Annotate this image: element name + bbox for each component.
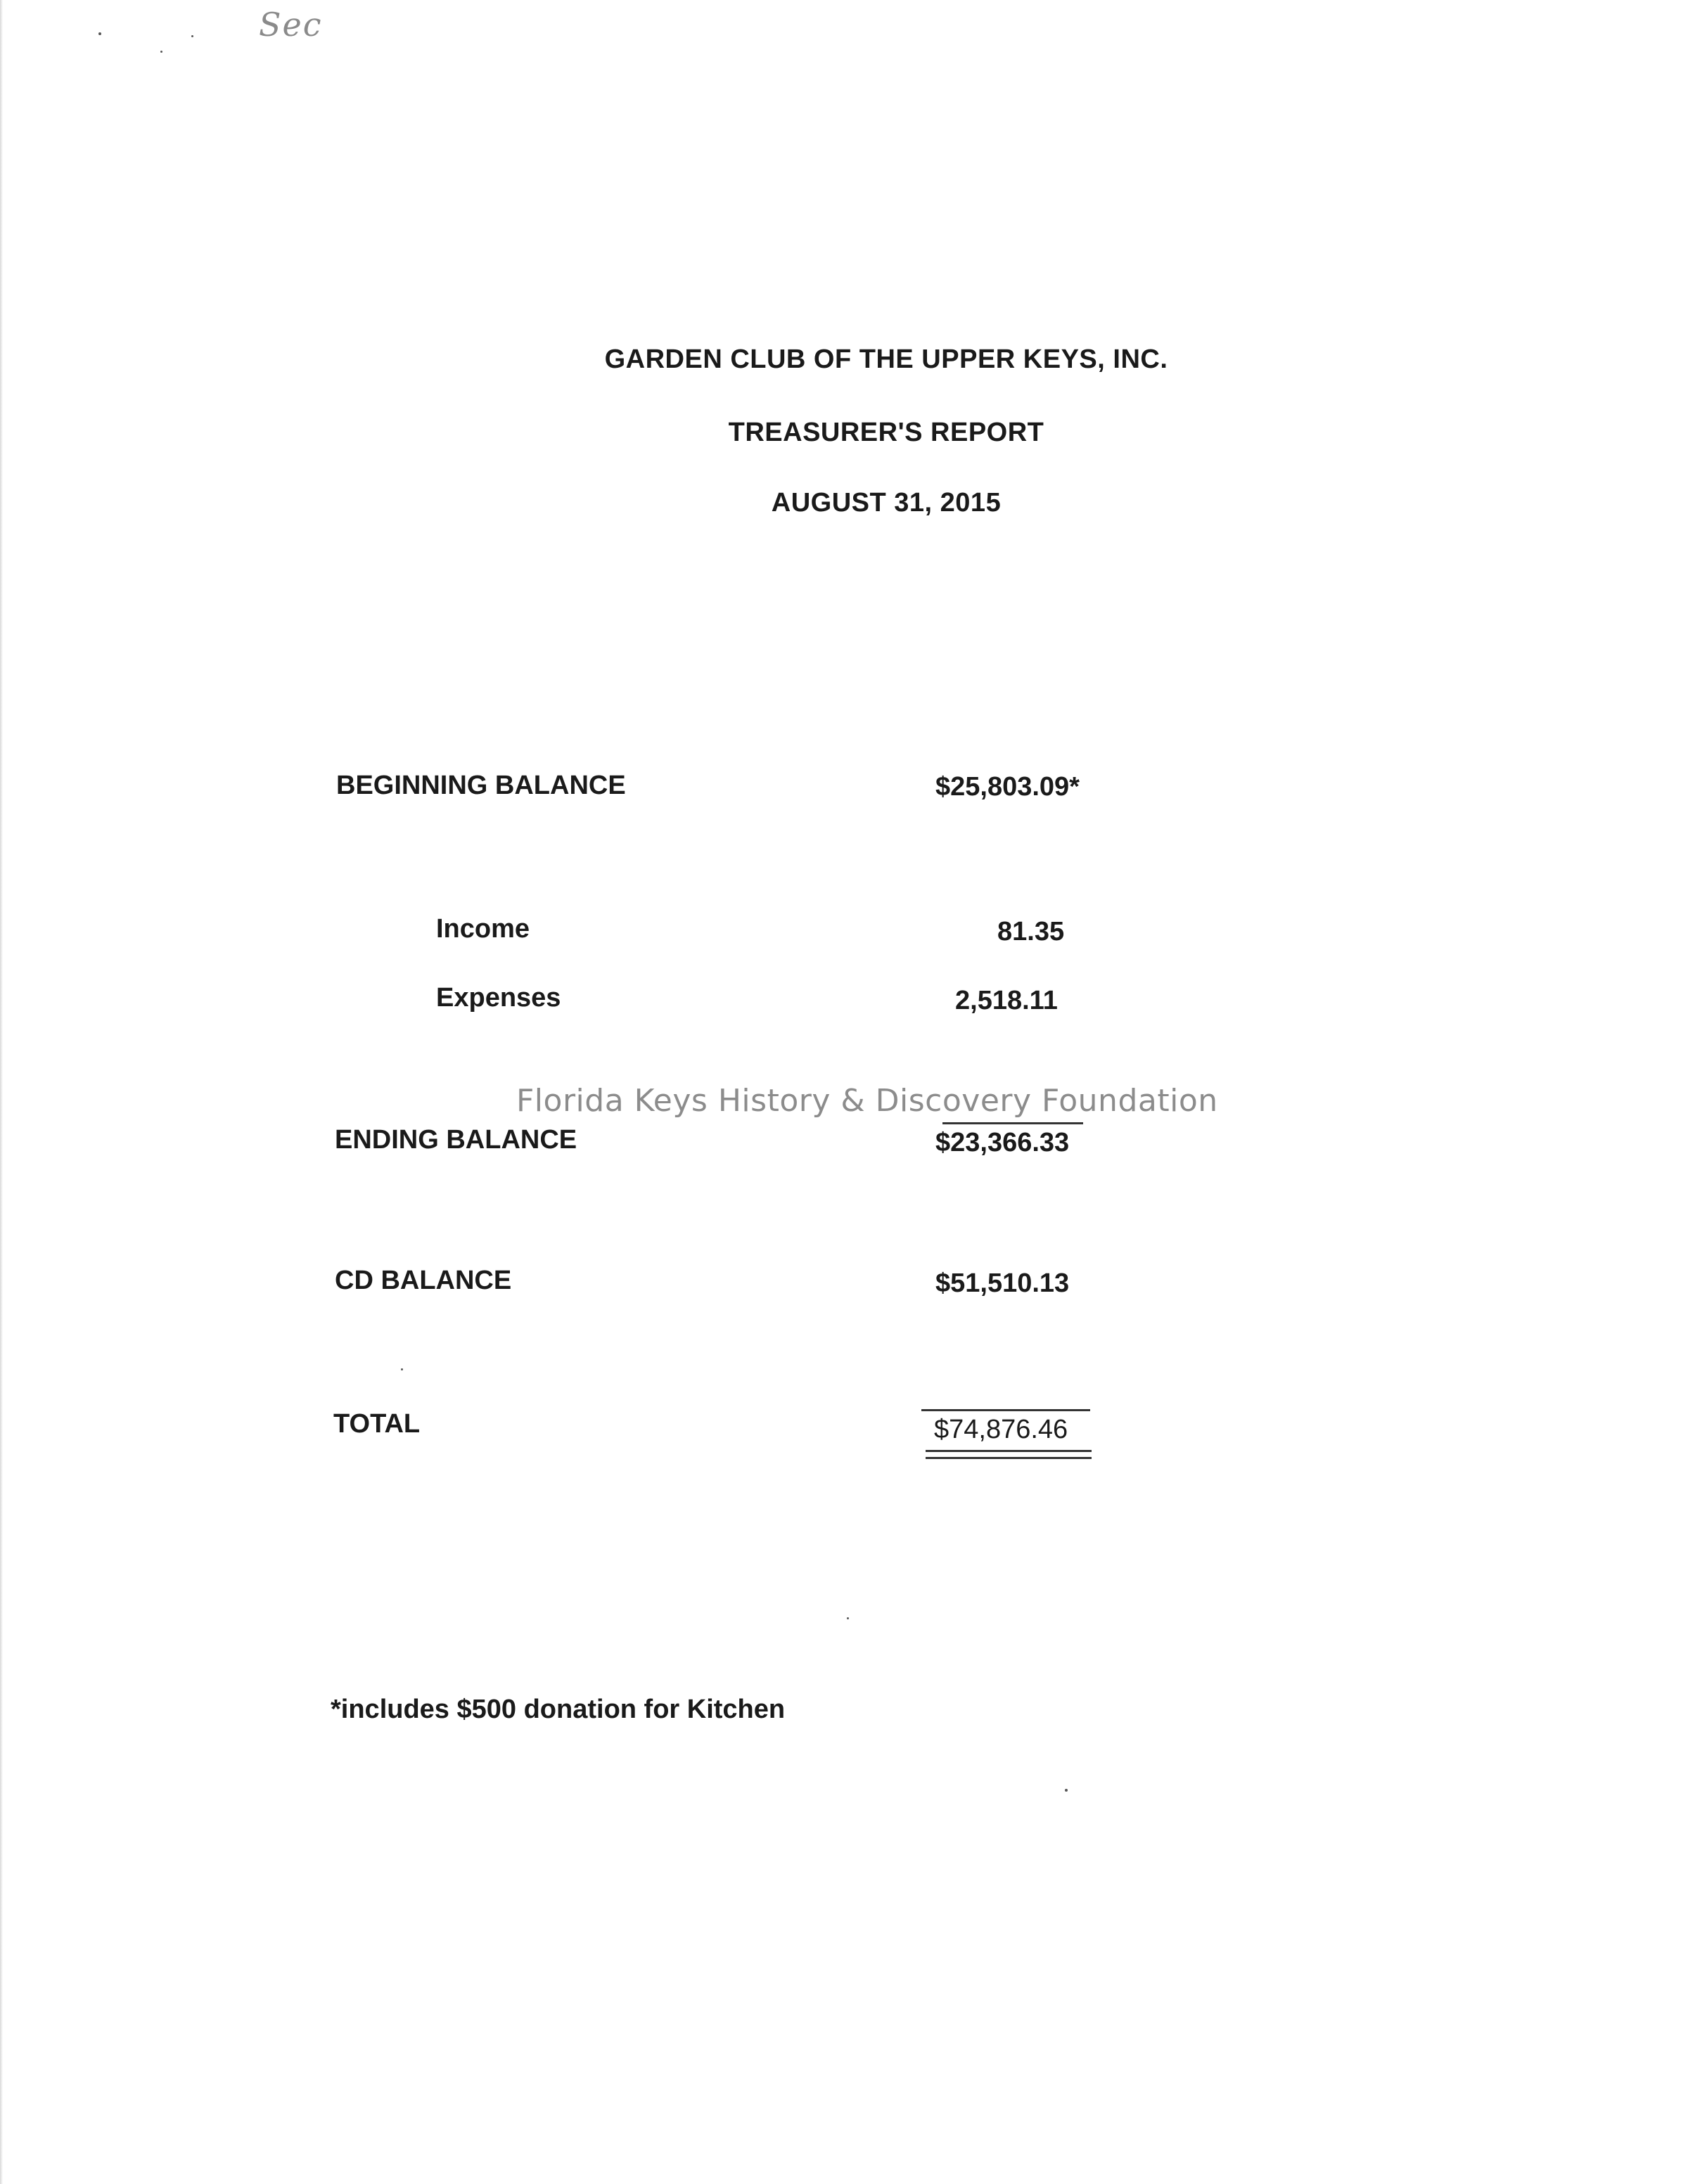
beginning-balance-amount: $25,803.09* bbox=[935, 772, 1080, 802]
report-title: TREASURER'S REPORT bbox=[728, 418, 1044, 447]
scan-speck bbox=[1065, 1789, 1068, 1792]
scan-edge bbox=[0, 0, 3, 2184]
watermark: Florida Keys History & Discovery Foundation bbox=[516, 1083, 1218, 1119]
ending-balance-label: ENDING BALANCE bbox=[335, 1125, 577, 1155]
organization-name: GARDEN CLUB OF THE UPPER KEYS, INC. bbox=[604, 345, 1168, 374]
ending-balance-amount: $23,366.33 bbox=[935, 1128, 1070, 1157]
total-top-rule bbox=[921, 1409, 1090, 1411]
scan-speck bbox=[98, 32, 101, 35]
total-label: TOTAL bbox=[333, 1409, 421, 1439]
expenses-label: Expenses bbox=[436, 983, 561, 1013]
expenses-amount: 2,518.11 bbox=[955, 986, 1058, 1015]
total-amount: $74,876.46 bbox=[934, 1415, 1068, 1444]
income-label: Income bbox=[436, 914, 530, 944]
subtotal-rule bbox=[942, 1122, 1083, 1124]
income-amount: 81.35 bbox=[997, 917, 1065, 946]
footnote: *includes $500 donation for Kitchen bbox=[331, 1695, 786, 1724]
scan-speck bbox=[191, 35, 193, 37]
scan-speck bbox=[847, 1617, 849, 1619]
report-date: AUGUST 31, 2015 bbox=[771, 488, 1002, 518]
total-double-rule-lower bbox=[926, 1457, 1092, 1459]
scan-speck bbox=[401, 1368, 403, 1370]
total-double-rule-upper bbox=[926, 1450, 1092, 1452]
beginning-balance-label: BEGINNING BALANCE bbox=[336, 771, 626, 800]
scan-speck bbox=[160, 51, 162, 53]
handwritten-note: Sec bbox=[259, 6, 323, 44]
cd-balance-label: CD BALANCE bbox=[335, 1266, 512, 1295]
cd-balance-amount: $51,510.13 bbox=[935, 1268, 1070, 1298]
